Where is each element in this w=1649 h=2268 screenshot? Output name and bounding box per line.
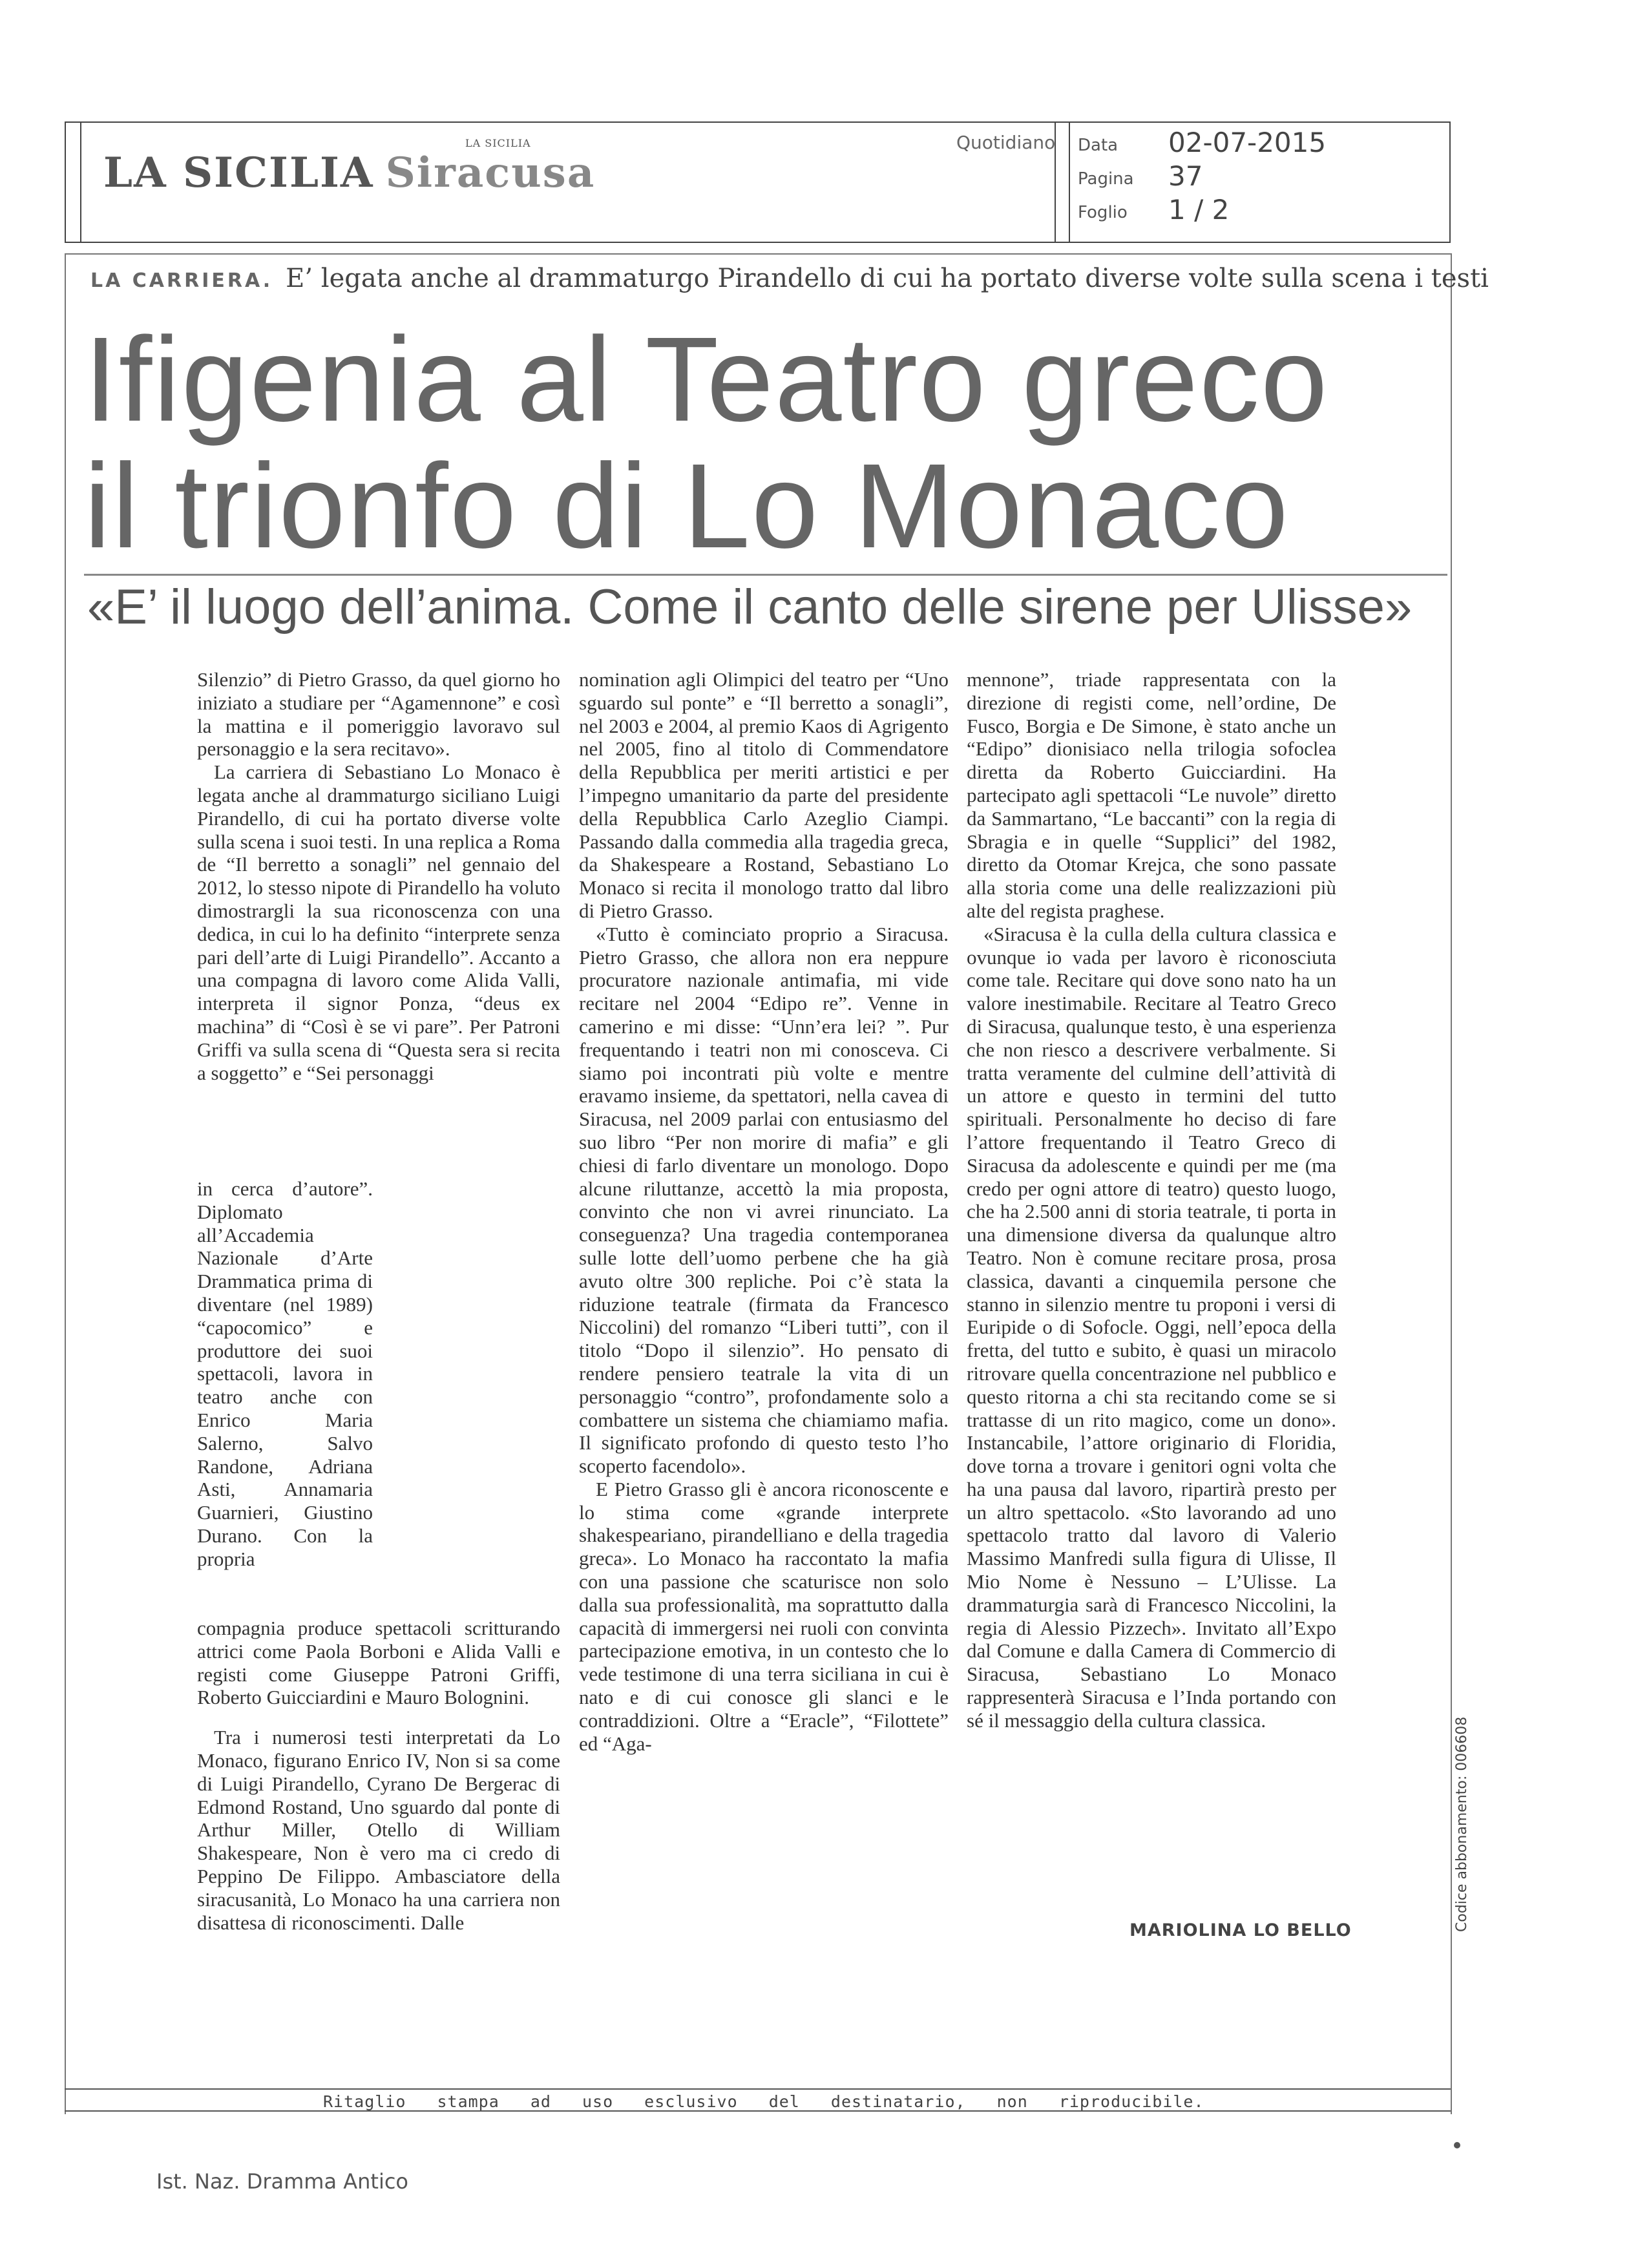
column-1-narrow (197, 1177, 373, 1571)
byline: MARIOLINA LO BELLO (1129, 1920, 1352, 1940)
subscription-code: Codice abbonamento: 006608 (1454, 1716, 1470, 1932)
source-footnote: Ist. Naz. Dramma Antico (156, 2169, 408, 2194)
column-1-top (197, 668, 560, 1084)
meta-value-sheet: 1 / 2 (1168, 194, 1230, 226)
paragraph: Silenzio” di Pietro Grasso, da quel giorno ho iniziato a studiare per “Agamennone” e così la mattina e il pomeriggio lavoravo sul personaggio e la sera recitavo». (197, 668, 560, 761)
kicker (90, 264, 1489, 293)
meta-value-page: 37 (1168, 160, 1203, 192)
masthead-title: LA SICILIA (103, 149, 374, 197)
meta-value-date: 02-07-2015 (1168, 127, 1327, 158)
meta-label-date: Data (1078, 136, 1119, 155)
column-2 (579, 668, 949, 1755)
paragraph: «Siracusa è la culla della cultura classica e ovunque io vada per lavoro è riconosciuta come tale. Recitare qui dove sono nato ha un valore inestimabile. Recitare al Teatro Greco di Siracusa, qualunque testo, è una esperienza che non riesco a descrivere verbalmente. Si tratta veramente del culmine dell’attività di un attore e questo in termini del tutto spirituali. Personalmente ho deciso di fare l’attore frequentando il Teatro Greco di Siracusa da adolescente e quindi per me (ma credo per ogni attore di teatro) questo luogo, che ha 2.500 anni di storia teatrale, ti porta in una dimensione diversa da qualunque altro Teatro. Non è comune recitare prosa, prosa classica, davanti a cinquemila persone che stanno in silenzio mentre tu proponi i versi di Euripide o di Sofocle. Oggi, nell’epoca della fretta, del tutto e subito, è quasi un miracolo ritrovare quella concentrazione nel pubblico e questo ritorna a chi sta recitando come se si trattasse di un rito magico, come un dono». Instancabile, l’attore originario di Floridia, dove torna a trovare i genitori ogni volta che ha una pausa dal lavoro, ripartirà presto per un altro spettacolo. «Sto lavorando ad uno spettacolo tratto dal lavoro di Valerio Massimo Manfredi sulla figura di Ulisse, Il Mio Nome è Nessuno – L’Ulisse. La drammaturgia sarà di Francesco Niccolini, la regia di Alessio Pizzech». Invitato all’Expo dal Comune e dalla Camera di Commercio di Siracusa, Sebastiano Lo Monaco rappresenterà Siracusa e l’Inda portando con sé il messaggio della cultura classica. (967, 922, 1336, 1732)
kicker-tag: LA CARRIERA. (90, 269, 273, 292)
headline-line-1: Ifigenia al Teatro greco (84, 313, 1329, 446)
headline (84, 313, 1329, 573)
column-3 (967, 668, 1336, 1732)
frame-left-rule (65, 253, 66, 2114)
masthead-edition: Siracusa (385, 149, 596, 197)
frame-right-rule (1451, 253, 1452, 2114)
meta-label-sheet: Foglio (1078, 203, 1128, 222)
publication-type: Quotidiano (956, 132, 1056, 153)
footer-notice: Ritaglio stampa ad uso esclusivo del destinatario, non riproducibile. (323, 2092, 1204, 2111)
headline-line-2: il trionfo di Lo Monaco (84, 439, 1290, 573)
frame-top-rule (65, 253, 1451, 255)
paragraph: in cerca d’autore”. Diplomato all’Accademia Nazionale d’Arte Drammatica prima di diventare (nel 1989) “capocomico” e produttore dei suoi spettacoli, lavora in teatro anche con Enrico Maria Salerno, Salvo Randone, Adriana Asti, Annamaria Guarnieri, Giustino Durano. Con la propria (197, 1177, 373, 1570)
column-1-bottom (197, 1617, 560, 1934)
masthead (103, 149, 595, 197)
paragraph: La carriera di Sebastiano Lo Monaco è legata anche al drammaturgo siciliano Luigi Pirandello, di cui ha portato diverse volte sulla scena i suoi testi. In una replica a Roma de “Il berretto a sonagli” nel gennaio del 2012, lo stesso nipote di Pirandello ha voluto dimostrargli la sua riconoscenza con una dedica, in cui lo ha definito “interprete senza pari dell’arte di Luigi Pirandello”. Accanto a una compagna di lavoro come Alida Valli, interpreta il signor Ponza, “deus ex machina” di “Così è se vi pare”. Per Patroni Griffi va sulla scena di “Questa sera si recita a soggetto” e “Sei personaggi (197, 761, 560, 1084)
paragraph: mennone”, triade rappresentata con la direzione di registi come, nell’ordine, De Fusco, Borgia e De Simone, è stato anche un “Edipo” dionisiaco nella trilogia sofoclea diretta da Roberto Guicciardini. Ha partecipato agli spettacoli “Le nuvole” diretto da Sammartano, “Le baccanti” con la regia di Sbragia e in quelle “Supplici” del 1982, diretto da Otomar Krejca, che sono passate alla storia come una delle realizzazioni più alte del regista praghese. (967, 668, 1336, 922)
headline-rule (84, 574, 1447, 576)
kicker-text: E’ legata anche al drammaturgo Pirandello di cui ha portato diverse volte sulla scena i testi (286, 264, 1489, 293)
paragraph: nomination agli Olimpici del teatro per “Uno sguardo sul ponte” e “Il berretto a sonagli”, nel 2003 e 2004, al premio Kaos di Agrigento nel 2005, fino al titolo di Commendatore della Repubblica per meriti artistici e per l’impegno umanitario da parte del presidente della Repubblica Carlo Azeglio Ciampi. Passando dalla commedia alla tragedia greca, da Shakespeare a Rostand, Sebastiano Lo Monaco si recita il monologo tratto dal libro di Pietro Grasso. (579, 668, 949, 922)
paragraph: Tra i numerosi testi interpretati da Lo Monaco, figurano Enrico IV, Non si sa come di Luigi Pirandello, Cyrano De Bergerac di Edmond Rostand, Uno sguardo dal ponte di Arthur Miller, Otello di William Shakespeare, Non è vero ma ci credo di Peppino De Filippo. Ambasciatore della siracusanità, Lo Monaco ha una carriera non disattesa di riconoscimenti. Dalle (197, 1726, 560, 1934)
ink-dot (1454, 2142, 1460, 2148)
subheadline: «E’ il luogo dell’anima. Come il canto delle sirene per Ulisse» (87, 580, 1413, 635)
paragraph: E Pietro Grasso gli è ancora riconoscente e lo stima come «grande interprete shakespeariano, pirandelliano e della tragedia greca». Lo Monaco ha raccontato la mafia con una passione che scaturisce non solo dalla sua professionalità, ma soprattutto dalla capacità di immergersi nei ruoli con convinta partecipazione emotiva, in un contesto che lo vede testimone di una terra siciliana in cui è nato e di cui conosce gli slanci e le contraddizioni. Oltre a “Eracle”, “Filottete” ed “Aga- (579, 1477, 949, 1755)
small-logo: LA SICILIA (465, 137, 531, 149)
meta-label-page: Pagina (1078, 169, 1134, 189)
paragraph: «Tutto è cominciato proprio a Siracusa. Pietro Grasso, che allora non era neppure procuratore nazionale antimafia, mi vide recitare nel 2004 “Edipo re”. Venne in camerino e mi disse: “Unn’era lei? ”. Pur frequentando i teatri non mi conosceva. Ci siamo poi incontrati più volte e mentre eravamo insieme, da spettatori, nella cavea di Siracusa, nel 2009 parlai con entusiasmo del suo libro “Per non morire di mafia” e gli chiesi di farlo diventare un monologo. Dopo alcune riluttanze, accettò la mia proposta, convinto che non vi avrei rinunciato. La conseguenza? Una tragedia contemporanea sulle lotte dell’uomo perbene che ha già avuto oltre 300 repliche. Poi c’è stata la riduzione teatrale (firmata da Francesco Niccolini) del romanzo “Liberi tutti”, con il titolo “Dopo il silenzio”. Ho pensato di rendere pensiero teatrale la vita di un personaggio “contro”, profondamente solo a combattere un sistema che chiamiamo mafia. Il significato profondo di questo testo l’ho scoperto facendolo». (579, 922, 949, 1478)
paragraph: compagnia produce spettacoli scritturando attrici come Paola Borboni e Alida Valli e registi come Giuseppe Patroni Griffi, Roberto Guicciardini e Mauro Bolognini. (197, 1617, 560, 1709)
